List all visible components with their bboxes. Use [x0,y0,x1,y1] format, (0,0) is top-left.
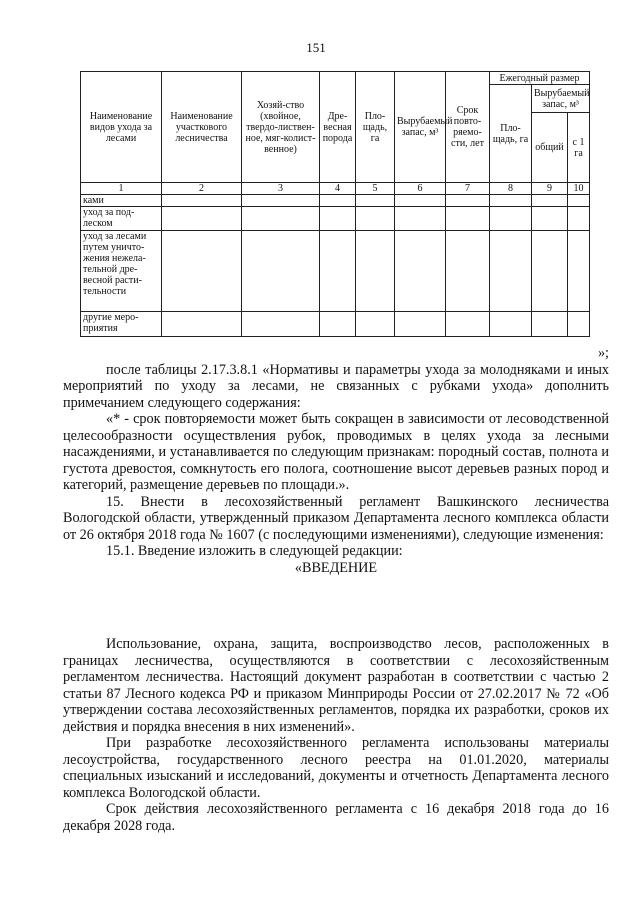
paragraph: после таблицы 2.17.3.8.1 «Нормативы и параметры ухода за молодняками и иных мероприятий по уходу за лесами, не связанных с рубками ухода» дополнить примечанием следующего содержания: [63,361,609,411]
table-row [81,207,590,231]
paragraph: 15.1. Введение изложить в следующей редакции: [106,543,403,559]
page-number: 151 [306,40,326,55]
header-species: Дре-весная порода [320,72,356,183]
row-name: уход за под-леском [81,207,162,231]
row-name: уход за лесами путем уничто-жения нежела-тельной дре-весной расти-тельности [81,231,162,312]
paragraph: Использование, охрана, защита, воспроизводство лесов, расположенных в границах лесничества, осуществляются в соответствии с лесохозяйственным регламентом лесничества. Настоящий документ разработан в соответствии с частью 2 статьи 87 Лесного кодекса РФ и приказом Минприроды России от 27.02.2017 № 72 «Об утверждении состава лесохозяйственных регламентов, порядка их разработки, сроков их действия и порядка внесения в них изменений». [63,636,609,735]
column-number: 4 [320,183,356,195]
column-number: 2 [162,183,242,195]
header-repeat-period: Срок повто-ряемо-сти, лет [446,72,490,183]
body-text [63,345,609,576]
column-number: 1 [81,183,162,195]
closing-mark: »; [597,345,609,361]
header-economy: Хозяй-ство (хвойное, твердо-листвен-ное, мяг-колист-венное) [242,72,320,183]
column-number: 10 [568,183,590,195]
header-annual-area: Пло-щадь, га [490,85,532,183]
column-number: 8 [490,183,532,195]
header-kind-of-care: Наименование видов ухода за лесами [81,72,162,183]
row-name: другие меро-приятия [81,312,162,337]
row-name: ками [81,195,162,207]
header-volume: Вырубаемый запас, м³ [395,72,446,183]
paragraph: При разработке лесохозяйственного регламента использованы материалы лесоустройства, государственного лесного реестра на 01.01.2020, материалы специальных изысканий и исследований, документы и отчетность Департамента лесного комплекса Вологодской области. [63,735,609,801]
regulation-table [80,71,590,337]
paragraph: Срок действия лесохозяйственного регламента с 16 декабря 2018 года до 16 декабря 2028 года. [63,801,609,834]
paragraph: 15. Внести в лесохозяйственный регламент Вашкинского лесничества Вологодской области, утвержденный приказом Департамента лесного комплекса области от 26 октября 2018 года № 1607 (с последующими изменениями), следующие изменения: [63,493,609,543]
header-district: Наименование участкового лесничества [162,72,242,183]
column-number: 7 [446,183,490,195]
header-volume-per-ha: с 1 га [568,113,590,183]
paragraph: «* - срок повторяемости может быть сокращен в зависимости от лесоводственной целесообразности осуществления рубок, проводимых в целях ухода за лесными насаждениями, и устанавливается по следующим признакам: породный состав, полнота и густота древостоя, сомкнутость его полога, соотношение высот деревьев разных пород и категорий, размещение деревьев по площади.». [63,411,609,493]
table-row [81,312,590,337]
section-title: «ВВЕДЕНИЕ [294,559,378,576]
table-row [81,195,590,207]
column-number: 3 [242,183,320,195]
column-number: 6 [395,183,446,195]
column-number: 9 [532,183,568,195]
header-volume-total: общий [532,113,568,183]
header-area: Пло-щадь, га [356,72,395,183]
header-annual-volume: Вырубаемый запас, м³ [532,85,590,113]
table-row [81,231,590,312]
column-number: 5 [356,183,395,195]
intro-text [63,636,609,834]
header-annual-size: Ежегодный размер [490,72,590,85]
